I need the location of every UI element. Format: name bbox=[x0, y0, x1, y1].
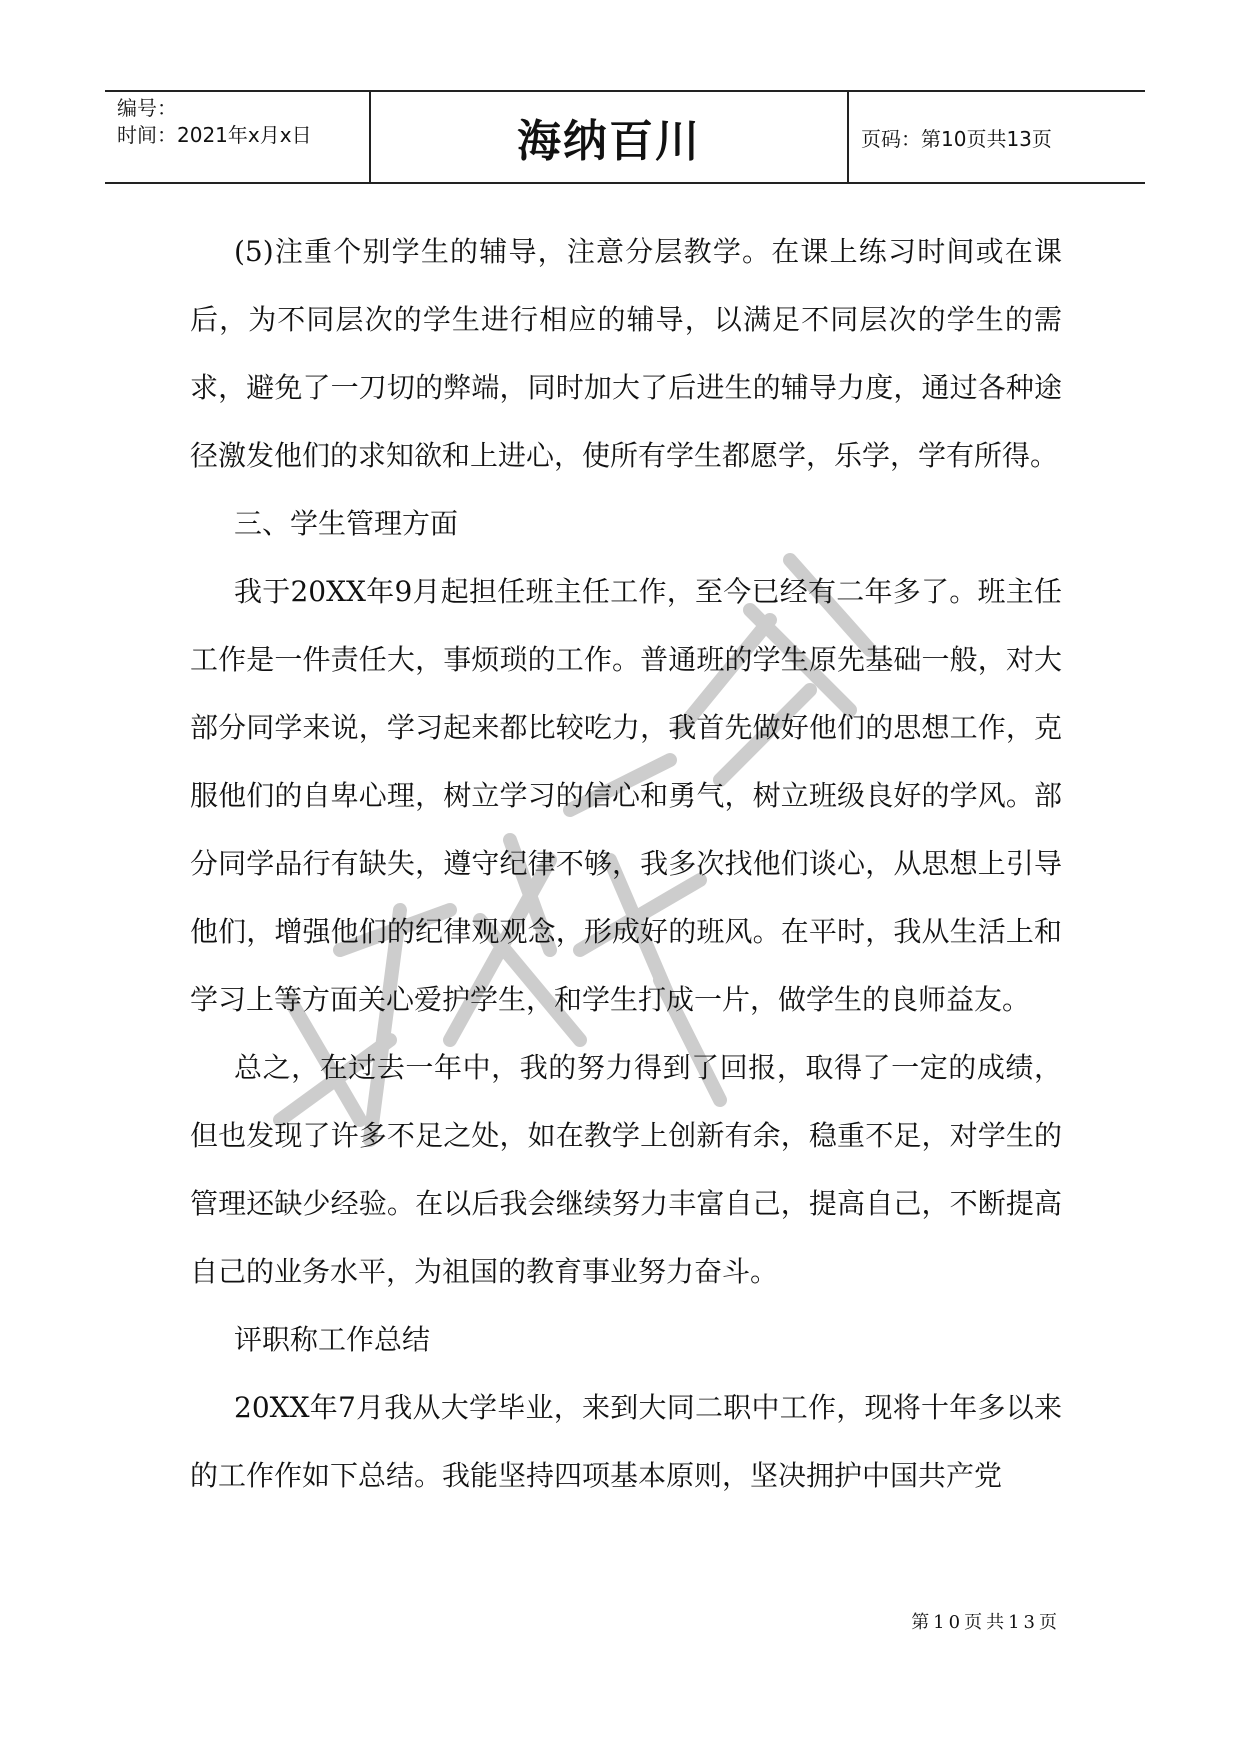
section-heading: 评职称工作总结 bbox=[234, 1323, 431, 1356]
paragraph: 20XX年7月我从大学毕业，来到大同二职中工作，现将十年多以来的工作作如下总结。我能坚持四项基本原则，坚决拥护中国共产党 bbox=[190, 1391, 1062, 1492]
paragraph: (5)注重个别学生的辅导，注意分层教学。在课上练习时间或在课后，为不同层次的学生进行相应的辅导，以满足不同层次的学生的需求，避免了一刀切的弊端，同时加大了后进生的辅导力度，通过各种途径激发他们的求知欲和上进心，使所有学生都愿学，乐学，学有所得。 bbox=[190, 235, 1062, 472]
page-footer: 第10页共13页 bbox=[911, 1612, 1061, 1633]
paragraph: 我于20XX年9月起担任班主任工作，至今已经有二年多了。班主任工作是一件责任大，事烦琐的工作。普通班的学生原先基础一般，对大部分同学来说，学习起来都比较吃力，我首先做好他们的思想工作，克服他们的自卑心理，树立学习的信心和勇气，树立班级良好的学风。部分同学品行有缺失，遵守纪律不够，我多次找他们谈心，从思想上引导他们，增强他们的纪律观观念，形成好的班风。在平时，我从生活上和学习上等方面关心爱护学生，和学生打成一片，做学生的良师益友。 bbox=[190, 575, 1062, 1016]
header-page-label: 页码：第10页共13页 bbox=[861, 126, 1052, 151]
paragraph: 总之，在过去一年中，我的努力得到了回报，取得了一定的成绩，但也发现了许多不足之处，如在教学上创新有余，稳重不足，对学生的管理还缺少经验。在以后我会继续努力丰富自己，提高自己，不断提高自己的业务水平，为祖国的教育事业努力奋斗。 bbox=[190, 1051, 1062, 1288]
document-date-label: 时间：2021年x月x日 bbox=[117, 123, 312, 147]
header-meta bbox=[105, 92, 369, 182]
document-body bbox=[190, 218, 1062, 1510]
document-header bbox=[105, 90, 1145, 184]
section-heading: 三、学生管理方面 bbox=[234, 507, 459, 540]
header-title: 海纳百川 bbox=[369, 92, 849, 182]
document-number-label: 编号： bbox=[117, 96, 177, 120]
